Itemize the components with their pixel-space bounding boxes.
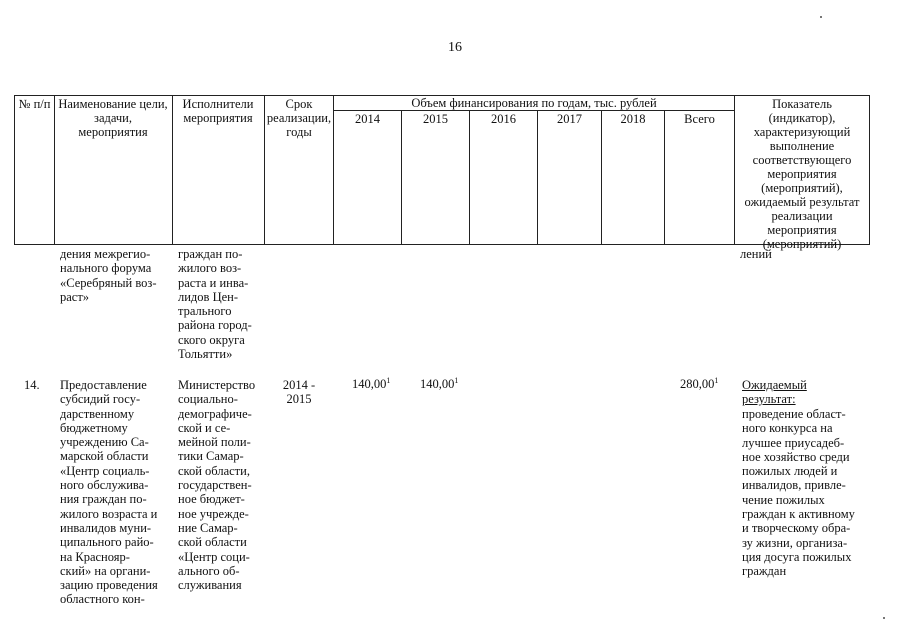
- header-year-2014: 2014: [355, 112, 380, 126]
- value-2015: [420, 377, 458, 392]
- header-year-2017: 2017: [557, 112, 582, 126]
- header-year-2018: 2018: [620, 112, 646, 126]
- header-executors: Исполнители мероприятия: [182, 97, 254, 125]
- page-number: 16: [448, 40, 462, 55]
- value-2014-text: 140,00: [352, 377, 387, 391]
- header-name: Наименование цели, задачи, мероприятия: [58, 97, 168, 139]
- header-indicator: Показатель (индикатор), характеризующий выполнение соответствующего мероприятия (мероприятий), ожидаемый результат реализации мероприятия (мероприятий): [744, 97, 860, 251]
- value-2014: [352, 377, 390, 392]
- value-total-text: 280,00: [680, 377, 715, 391]
- continued-name-cell: дения межрегио- нального форума «Серебряный воз- раст»: [60, 247, 157, 304]
- header-year-2015: 2015: [423, 112, 448, 126]
- row-executors-cell: Министерство социально- демографиче- ской и се- мейной поли- тики Самар- ской области, государствен- ное бюджет- ное учрежде- ние Самар- ской области «Центр соци- ального об- служивания: [178, 378, 256, 593]
- result-text: проведение област- ного конкурса на лучшее приусадеб- ное хозяйство среди пожилых людей и инвалидов, привле- чение пожилых граждан к активному и творческому обра- зу жизни, организа- ция досуга пожилых граждан: [742, 407, 855, 579]
- row-term-cell: 2014 - 2015: [282, 378, 316, 407]
- value-total: [680, 377, 718, 392]
- scan-speck: [883, 617, 885, 619]
- row-number: 14.: [24, 378, 40, 392]
- result-label: Ожидаемый результат:: [742, 378, 807, 407]
- value-2015-text: 140,00: [420, 377, 455, 391]
- scan-speck: [820, 16, 822, 18]
- header-total: Всего: [684, 112, 715, 126]
- footnote-mark: 1: [714, 375, 719, 385]
- continued-executors-cell: граждан по- жилого воз- раста и инва- лидов Цен- трального района город- ского округа Тольятти»: [178, 247, 252, 362]
- footnote-mark: 1: [386, 375, 391, 385]
- continued-indicator-cell: лений: [740, 247, 772, 261]
- row-name-cell: Предоставление субсидий госу- дарственному бюджетному учреждению Са- марской области «Центр социаль- ного обслужива- ния граждан по- жилого возраста и инвалидов муни- ципального райо- на Краснояр- ский» на органи- зацию проведения областного кон-: [60, 378, 158, 607]
- header-num: № п/п: [18, 97, 51, 111]
- header-term: Срок реализации, годы: [266, 97, 332, 139]
- footnote-mark: 1: [454, 375, 459, 385]
- header-year-2016: 2016: [491, 112, 516, 126]
- header-financing: Объем финансирования по годам, тыс. рублей: [411, 96, 657, 110]
